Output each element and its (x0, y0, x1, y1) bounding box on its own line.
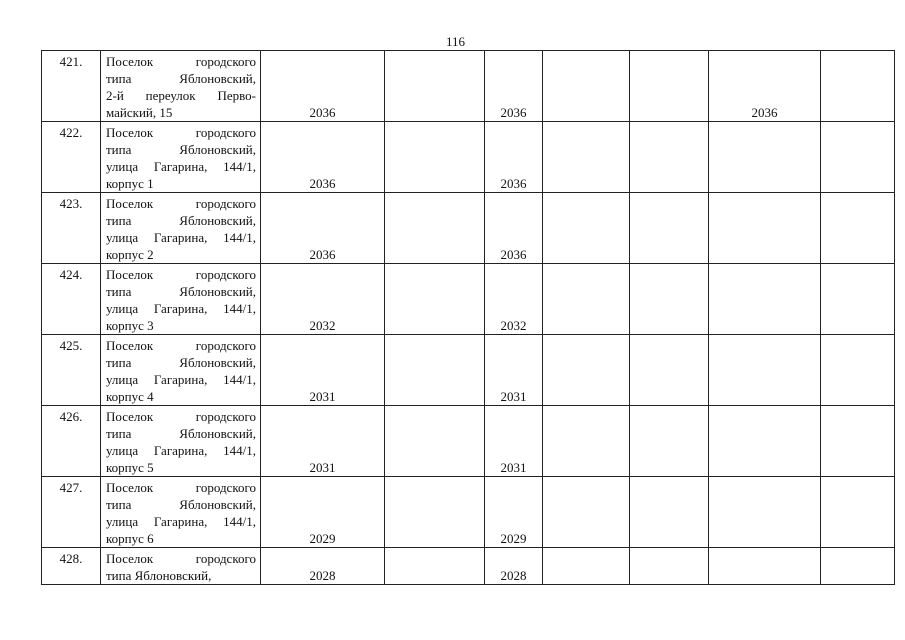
address-line: улица Гагарина, 144/1, (106, 443, 256, 458)
value-cell (385, 548, 485, 585)
value-cell (630, 51, 709, 122)
value-cell (709, 193, 821, 264)
address-line: корпус 2 (106, 247, 154, 262)
row-number: 425. (42, 335, 101, 406)
value-cell (630, 335, 709, 406)
address-line: типа Яблоновский, (106, 426, 256, 441)
year-value: 2031 (309, 389, 336, 404)
value-cell (385, 122, 485, 193)
address-cell (101, 477, 261, 548)
year-value: 2028 (309, 568, 336, 583)
address-cell (101, 193, 261, 264)
value-cell (485, 264, 543, 335)
table-body (42, 51, 895, 585)
value-cell (709, 122, 821, 193)
value-cell (630, 264, 709, 335)
value-cell (821, 477, 895, 548)
year-value: 2031 (500, 389, 527, 404)
value-cell (485, 122, 543, 193)
value-cell (821, 406, 895, 477)
year-value: 2031 (500, 460, 527, 475)
table-row (42, 193, 895, 264)
table-row (42, 477, 895, 548)
address-line: Поселок городского (106, 551, 256, 566)
year-value: 2028 (500, 568, 527, 583)
value-cell (543, 335, 630, 406)
value-cell (261, 193, 385, 264)
address-line: корпус 5 (106, 460, 154, 475)
value-cell (821, 51, 895, 122)
row-number: 423. (42, 193, 101, 264)
address-line: корпус 3 (106, 318, 154, 333)
address-line: типа Яблоновский, (106, 213, 256, 228)
year-value: 2036 (500, 176, 527, 191)
row-number: 424. (42, 264, 101, 335)
value-cell (485, 548, 543, 585)
table-row (42, 548, 895, 585)
year-value: 2036 (751, 105, 778, 120)
address-cell (101, 335, 261, 406)
value-cell (385, 335, 485, 406)
address-line: типа Яблоновский, (106, 568, 212, 583)
address-line: типа Яблоновский, (106, 71, 256, 86)
address-line: Поселок городского (106, 125, 256, 140)
row-number: 422. (42, 122, 101, 193)
value-cell (709, 477, 821, 548)
address-line: 2-й переулок Перво- (106, 88, 256, 103)
year-value: 2036 (309, 176, 336, 191)
address-line: типа Яблоновский, (106, 284, 256, 299)
address-line: Поселок городского (106, 54, 256, 69)
address-line: Поселок городского (106, 196, 256, 211)
value-cell (821, 335, 895, 406)
value-cell (630, 193, 709, 264)
value-cell (261, 264, 385, 335)
year-value: 2029 (309, 531, 336, 546)
address-line: Поселок городского (106, 338, 256, 353)
document-table (41, 50, 895, 585)
address-line: Поселок городского (106, 267, 256, 282)
value-cell (485, 335, 543, 406)
value-cell (821, 548, 895, 585)
address-line: типа Яблоновский, (106, 355, 256, 370)
value-cell (709, 51, 821, 122)
address-cell (101, 548, 261, 585)
value-cell (543, 406, 630, 477)
table-row (42, 406, 895, 477)
value-cell (543, 51, 630, 122)
value-cell (709, 406, 821, 477)
value-cell (630, 548, 709, 585)
value-cell (630, 406, 709, 477)
value-cell (630, 122, 709, 193)
year-value: 2032 (500, 318, 527, 333)
address-line: улица Гагарина, 144/1, (106, 301, 256, 316)
value-cell (709, 335, 821, 406)
table-row (42, 51, 895, 122)
value-cell (543, 193, 630, 264)
value-cell (821, 264, 895, 335)
year-value: 2036 (500, 247, 527, 262)
address-line: корпус 4 (106, 389, 154, 404)
row-number: 427. (42, 477, 101, 548)
value-cell (821, 122, 895, 193)
row-number: 426. (42, 406, 101, 477)
page-number: 116 (446, 34, 466, 49)
address-line: типа Яблоновский, (106, 142, 256, 157)
value-cell (385, 51, 485, 122)
value-cell (261, 477, 385, 548)
value-cell (385, 406, 485, 477)
year-value: 2029 (500, 531, 527, 546)
table-row (42, 335, 895, 406)
address-line: корпус 6 (106, 531, 154, 546)
address-cell (101, 51, 261, 122)
address-cell (101, 406, 261, 477)
value-cell (385, 264, 485, 335)
address-line: типа Яблоновский, (106, 497, 256, 512)
year-value: 2031 (309, 460, 336, 475)
address-line: Поселок городского (106, 480, 256, 495)
year-value: 2036 (500, 105, 527, 120)
value-cell (709, 264, 821, 335)
address-cell (101, 264, 261, 335)
value-cell (543, 264, 630, 335)
value-cell (385, 193, 485, 264)
value-cell (261, 122, 385, 193)
value-cell (261, 406, 385, 477)
address-line: улица Гагарина, 144/1, (106, 230, 256, 245)
row-number: 428. (42, 548, 101, 585)
value-cell (485, 193, 543, 264)
value-cell (485, 406, 543, 477)
value-cell (485, 51, 543, 122)
table-row (42, 264, 895, 335)
value-cell (543, 477, 630, 548)
table-row (42, 122, 895, 193)
address-line: майский, 15 (106, 105, 173, 120)
value-cell (385, 477, 485, 548)
value-cell (630, 477, 709, 548)
value-cell (709, 548, 821, 585)
address-line: Поселок городского (106, 409, 256, 424)
row-number: 421. (42, 51, 101, 122)
address-line: улица Гагарина, 144/1, (106, 159, 256, 174)
year-value: 2032 (309, 318, 336, 333)
address-cell (101, 122, 261, 193)
value-cell (485, 477, 543, 548)
year-value: 2036 (309, 105, 336, 120)
value-cell (543, 548, 630, 585)
value-cell (261, 51, 385, 122)
value-cell (261, 548, 385, 585)
value-cell (821, 193, 895, 264)
value-cell (261, 335, 385, 406)
value-cell (543, 122, 630, 193)
address-line: корпус 1 (106, 176, 154, 191)
address-line: улица Гагарина, 144/1, (106, 372, 256, 387)
year-value: 2036 (309, 247, 336, 262)
address-line: улица Гагарина, 144/1, (106, 514, 256, 529)
